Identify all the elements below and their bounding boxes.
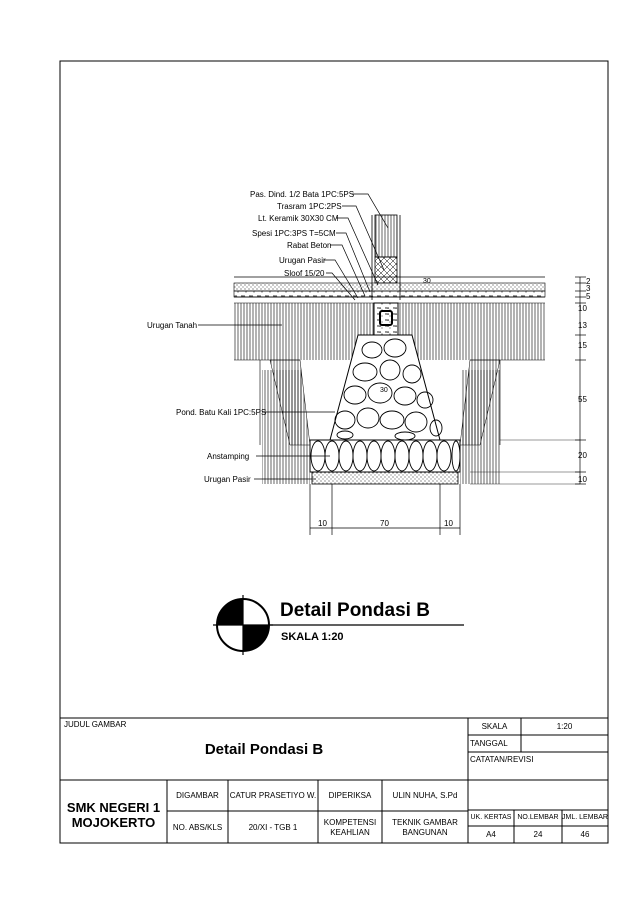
- dim-right-20: 20: [578, 451, 587, 460]
- tanggal-label: TANGGAL: [470, 739, 508, 749]
- foundation-drawing: [147, 190, 591, 535]
- label-pond-batu-kali: Pond. Batu Kali 1PC:5PS: [176, 408, 267, 417]
- floor-layer-mid: [234, 291, 545, 297]
- digambar-label: DIGAMBAR: [176, 791, 219, 801]
- brick-wall: [375, 215, 397, 257]
- label-urugan-pasir-bottom: Urugan Pasir: [204, 475, 251, 484]
- kompetensi-label: KOMPETENSI KEAHLIAN: [323, 818, 377, 837]
- drawing-title: Detail Pondasi B: [280, 600, 430, 621]
- label-pas-dind: Pas. Dind. 1/2 Bata 1PC:5PS: [250, 190, 355, 199]
- dim-right-15: 15: [578, 341, 587, 350]
- jml-lembar-value: 46: [580, 830, 590, 840]
- label-trasram: Trasram 1PC:2PS: [277, 202, 342, 211]
- sloof-beam: [374, 303, 398, 335]
- soil-hatch-left: [234, 303, 374, 360]
- judul-value: Detail Pondasi B: [204, 741, 324, 759]
- dim-right-10b: 10: [578, 475, 587, 484]
- uk-kertas-label: UK. KERTAS: [470, 814, 512, 822]
- school-name: SMK NEGERI 1 MOJOKERTO: [66, 800, 161, 830]
- label-rabat: Rabat Beton: [287, 241, 332, 250]
- no-lembar-label: NO.LEMBAR: [517, 814, 559, 822]
- dim-bottom-mid: 70: [380, 519, 389, 528]
- no-abs-label: NO. ABS/KLS: [172, 822, 223, 832]
- no-lembar-value: 24: [533, 830, 543, 840]
- label-spesi: Spesi 1PC:3PS T=5CM: [252, 229, 336, 238]
- uk-kertas-value: A4: [486, 830, 496, 840]
- label-anstamping: Anstamping: [207, 452, 250, 461]
- anstamping-layer: [310, 440, 460, 472]
- skala-label: SKALA: [481, 722, 508, 732]
- dim-right-13: 13: [578, 321, 587, 330]
- soil-hatch-right: [398, 303, 545, 360]
- catatan-label: CATATAN/REVISI: [470, 755, 534, 765]
- dim-inner-top: 30: [423, 278, 431, 285]
- label-sloof: Sloof 15/20: [284, 269, 325, 278]
- label-urugan-pasir-top: Urugan Pasir: [279, 256, 326, 265]
- label-keramik: Lt. Keramik 30X30 CM: [258, 214, 339, 223]
- skala-value: 1:20: [556, 722, 573, 732]
- sand-bed-layer: [312, 472, 458, 484]
- jml-lembar-label: JML. LEMBAR: [562, 814, 608, 822]
- floor-layer-top: [234, 283, 545, 291]
- judul-label: JUDUL GAMBAR: [64, 720, 127, 730]
- dim-right-10: 10: [578, 304, 587, 313]
- diperiksa-label: DIPERIKSA: [328, 791, 372, 801]
- trasram-layer: [375, 257, 397, 283]
- dim-inner-mid: 30: [380, 387, 388, 394]
- dim-bottom-left: 10: [318, 519, 327, 528]
- dim-right-3: 3: [586, 284, 591, 293]
- dim-right-2: 2: [586, 277, 591, 286]
- diperiksa-value: ULIN NUHA, S.Pd: [392, 791, 458, 801]
- dim-right-55: 55: [578, 395, 587, 404]
- kompetensi-value: TEKNIK GAMBAR BANGUNAN: [392, 818, 458, 837]
- digambar-value: CATUR PRASETIYO W.: [229, 791, 317, 801]
- dim-right-5: 5: [586, 292, 591, 301]
- drawing-scale: SKALA 1:20: [281, 631, 344, 643]
- dim-bottom-right: 10: [444, 519, 453, 528]
- no-abs-value: 20/XI - TGB 1: [248, 822, 298, 832]
- label-urugan-tanah: Urugan Tanah: [147, 321, 198, 330]
